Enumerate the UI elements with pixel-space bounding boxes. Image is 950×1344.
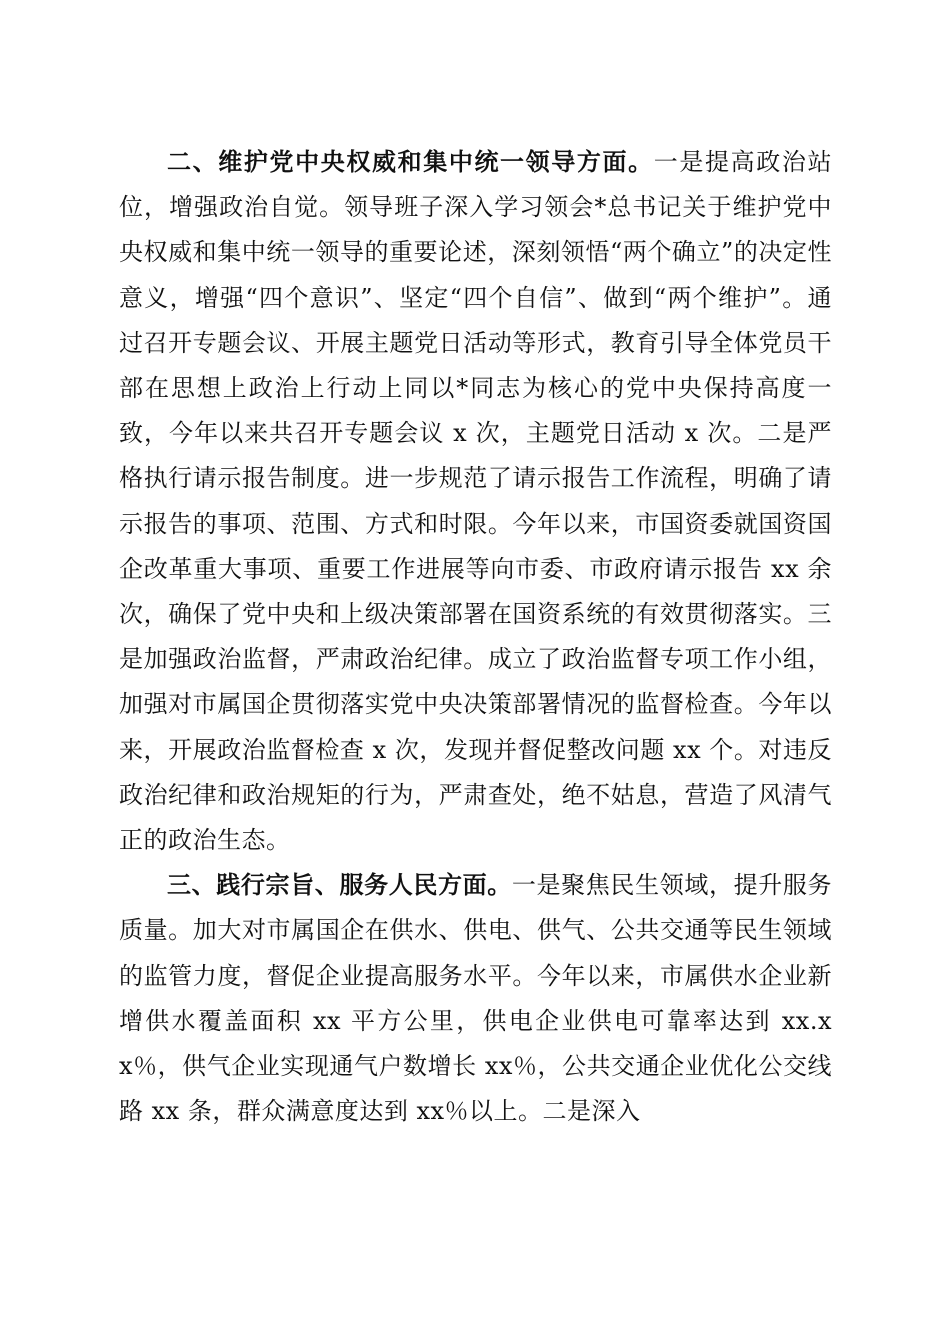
paragraph-text: 一是提高政治站位，增强政治自觉。领导班子深入学习领会*总书记关于维护党中央权威和集中统一领导的重要论述，深刻领悟“两个确立”的决定性意义，增强“四个意识”、坚定“四个自信”、做到“两个维护”。通过召开专题会议、开展主题党日活动等形式，教育引导全体党员干部在思想上政治上行动上同以*同志为核心的党中央保持高度一致，今年以来共召开专题会议 x 次，主题党日活动 x 次。二是严格执行请示报告制度。进一步规范了请示报告工作流程，明确了请示报告的事项、范围、方式和时限。今年以来，市国资委就国资国企改革重大事项、重要工作进展等向市委、市政府请示报告 xx 余次，确保了党中央和上级决策部署在国资系统的有效贯彻落实。三是加强政治监督，严肃政治纪律。成立了政治监督专项工作小组，加强对市属国企贯彻落实党中央决策部署情况的监督检查。今年以来，开展政治监督检查 x 次，发现并督促整改问题 xx 个。对违反政治纪律和政治规矩的行为，严肃查处，绝不姑息，营造了风清气正的政治生态。	[119, 148, 833, 855]
paragraph-text: 一是聚焦民生领域，提升服务质量。加大对市属国企在供水、供电、供气、公共交通等民生领域的监管力度，督促企业提高服务水平。今年以来，市属供水企业新增供水覆盖面积 xx 平方公里，供电企业供电可靠率达到 xx.xx％，供气企业实现通气户数增长 xx％，公共交通企业优化公交线路 xx 条，群众满意度达到 xx％以上。二是深入	[119, 871, 833, 1126]
section-heading-three: 三、践行宗旨、服务人民方面。	[167, 871, 512, 900]
document-body	[119, 140, 832, 1134]
paragraph-serving-people	[119, 863, 832, 1134]
paragraph-political-authority	[119, 140, 832, 863]
section-heading-two: 二、维护党中央权威和集中统一领导方面。	[167, 148, 654, 176]
